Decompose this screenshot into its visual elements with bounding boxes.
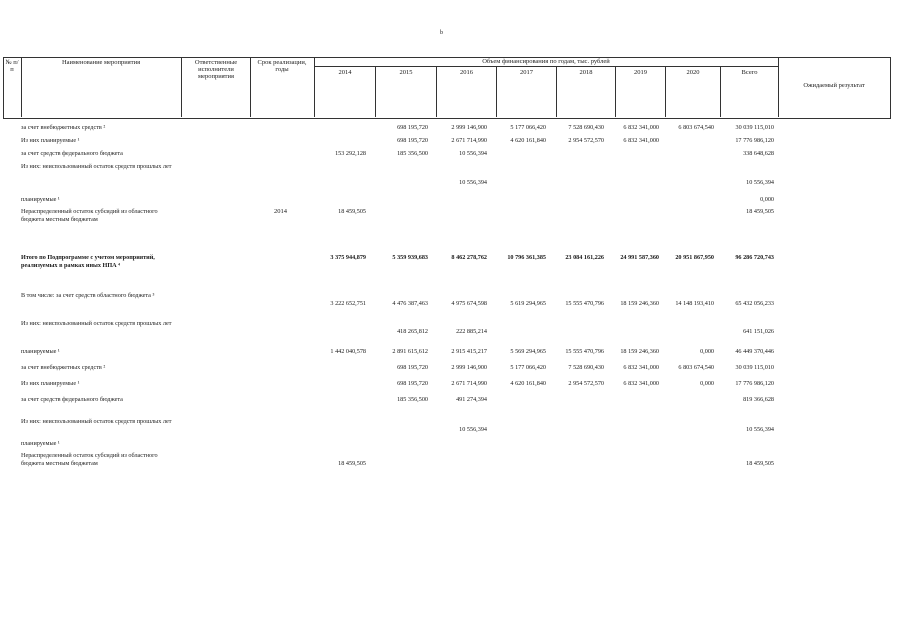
value-cell: 698 195,720 <box>397 124 428 131</box>
row-label: Из них: неиспользованный остаток средств прошлых лет <box>21 418 172 425</box>
value-cell: 2 954 572,570 <box>568 137 604 144</box>
value-cell: 18 159 246,360 <box>620 300 659 307</box>
value-cell: 6 803 674,540 <box>678 364 714 371</box>
value-cell: 5 177 066,420 <box>510 364 546 371</box>
value-cell: 2 891 615,612 <box>392 348 428 355</box>
row-label: за счет внебюджетных средств ² <box>21 124 106 131</box>
value-cell: 2 999 146,900 <box>451 364 487 371</box>
value-cell: 4 476 387,463 <box>392 300 428 307</box>
header-name: Наименование мероприятия <box>61 59 141 66</box>
value-cell: 5 177 066,420 <box>510 124 546 131</box>
row-label: планируемые ¹ <box>21 348 60 355</box>
row-label: В том числе: за счет средств областного бюджета ³ <box>21 292 155 299</box>
year-2014: 2014 <box>338 69 352 76</box>
value-cell: 6 832 341,000 <box>623 380 659 387</box>
value-cell: 698 195,720 <box>397 137 428 144</box>
value-cell: 491 274,394 <box>456 396 487 403</box>
value-cell: 30 039 115,010 <box>735 124 774 131</box>
value-cell: 3 375 944,879 <box>330 254 366 261</box>
value-cell: 18 459,505 <box>746 208 774 215</box>
header-term: Срок реализации, годы <box>257 59 307 73</box>
value-cell: 15 555 470,796 <box>565 348 604 355</box>
year-2016: 2016 <box>460 69 473 76</box>
value-cell: 6 832 341,000 <box>623 137 659 144</box>
value-cell: 2 671 714,990 <box>451 137 487 144</box>
row-label: Нераспределенный остаток субсидий из областного бюджета местным бюджетам <box>21 452 158 467</box>
value-cell: 46 449 370,446 <box>735 348 774 355</box>
row-label: Из них: неиспользованный остаток средств прошлых лет <box>21 163 172 170</box>
row-label: за счет средств федерального бюджета <box>21 396 123 403</box>
year-total: Всего <box>741 69 758 76</box>
value-cell: 185 356,500 <box>397 396 428 403</box>
value-cell: 23 084 161,226 <box>565 254 604 261</box>
value-cell: 2 915 415,217 <box>451 348 487 355</box>
value-cell: 10 556,394 <box>459 426 487 433</box>
value-cell: 10 556,394 <box>746 179 774 186</box>
value-cell: 6 803 674,540 <box>678 124 714 131</box>
header-funding: Объем финансирования по годам, тыс. рублей <box>482 58 610 65</box>
value-cell: 10 556,394 <box>746 426 774 433</box>
value-cell: 96 286 720,743 <box>735 254 774 261</box>
value-cell: 20 951 867,950 <box>675 254 714 261</box>
value-cell: 18 459,505 <box>338 208 366 215</box>
value-cell: 18 459,505 <box>338 460 366 467</box>
row-label: Из них планируемые ¹ <box>21 380 80 387</box>
value-cell: 698 195,720 <box>397 380 428 387</box>
value-cell: 17 776 986,120 <box>735 137 774 144</box>
value-cell: 153 292,128 <box>335 150 366 157</box>
value-cell: 2 999 146,900 <box>451 124 487 131</box>
value-cell: 6 832 341,000 <box>623 124 659 131</box>
value-cell: 418 265,812 <box>397 328 428 335</box>
value-cell: 0,000 <box>760 196 774 203</box>
value-cell: 15 555 470,796 <box>565 300 604 307</box>
row-label: за счет средств федерального бюджета <box>21 150 123 157</box>
header-num: № п/п <box>5 59 19 73</box>
value-cell: 7 528 690,430 <box>568 364 604 371</box>
value-cell: 5 359 939,683 <box>392 254 428 261</box>
value-cell: 14 148 193,410 <box>675 300 714 307</box>
year-2020: 2020 <box>686 69 700 76</box>
row-label: Из них планируемые ¹ <box>21 137 80 144</box>
value-cell: 338 648,628 <box>743 150 774 157</box>
value-cell: 24 991 587,360 <box>620 254 659 261</box>
header-responsible: Ответственные исполнители мероприятия <box>194 59 238 80</box>
value-cell: 4 975 674,598 <box>451 300 487 307</box>
value-cell: 698 195,720 <box>397 364 428 371</box>
page-number: b <box>440 30 443 36</box>
value-cell: 17 776 986,120 <box>735 380 774 387</box>
value-cell: 4 620 161,840 <box>510 380 546 387</box>
value-cell: 18 159 246,360 <box>620 348 659 355</box>
year-2019: 2019 <box>634 69 647 76</box>
value-cell: 8 462 278,762 <box>451 254 487 261</box>
value-cell: 6 832 341,000 <box>623 364 659 371</box>
value-cell: 0,000 <box>700 380 714 387</box>
value-cell: 4 620 161,840 <box>510 137 546 144</box>
value-cell: 10 796 361,385 <box>507 254 546 261</box>
value-cell: 18 459,505 <box>746 460 774 467</box>
value-cell: 5 619 294,965 <box>510 300 546 307</box>
value-cell: 7 528 690,430 <box>568 124 604 131</box>
value-cell: 222 885,214 <box>456 328 487 335</box>
row-label: Из них: неиспользованный остаток средств прошлых лет <box>21 320 172 327</box>
row-label: за счет внебюджетных средств ² <box>21 364 106 371</box>
row-label: Нераспределенный остаток субсидий из областного бюджета местным бюджетам <box>21 208 158 223</box>
value-cell: 10 556,394 <box>459 150 487 157</box>
value-cell: 3 222 652,751 <box>330 300 366 307</box>
value-cell: 30 039 115,010 <box>735 364 774 371</box>
value-cell: 819 366,628 <box>743 396 774 403</box>
row-label: Итого по Подпрограмме с учетом мероприятий, реализуемых в рамках иных НПА ⁴ <box>21 254 155 269</box>
value-cell: 65 432 056,233 <box>735 300 774 307</box>
header-result: Ожидаемый результат <box>803 82 865 89</box>
value-cell: 2 671 714,990 <box>451 380 487 387</box>
value-cell: 185 356,500 <box>397 150 428 157</box>
value-cell: 10 556,394 <box>459 179 487 186</box>
year-2017: 2017 <box>520 69 533 76</box>
row-label: планируемые ¹ <box>21 196 60 203</box>
value-cell: 1 442 040,578 <box>330 348 366 355</box>
row-term: 2014 <box>274 208 287 215</box>
value-cell: 0,000 <box>700 348 714 355</box>
value-cell: 641 151,026 <box>743 328 774 335</box>
row-label: планируемые ¹ <box>21 440 60 447</box>
year-2018: 2018 <box>579 69 593 76</box>
year-2015: 2015 <box>399 69 413 76</box>
value-cell: 5 569 294,965 <box>510 348 546 355</box>
value-cell: 2 954 572,570 <box>568 380 604 387</box>
